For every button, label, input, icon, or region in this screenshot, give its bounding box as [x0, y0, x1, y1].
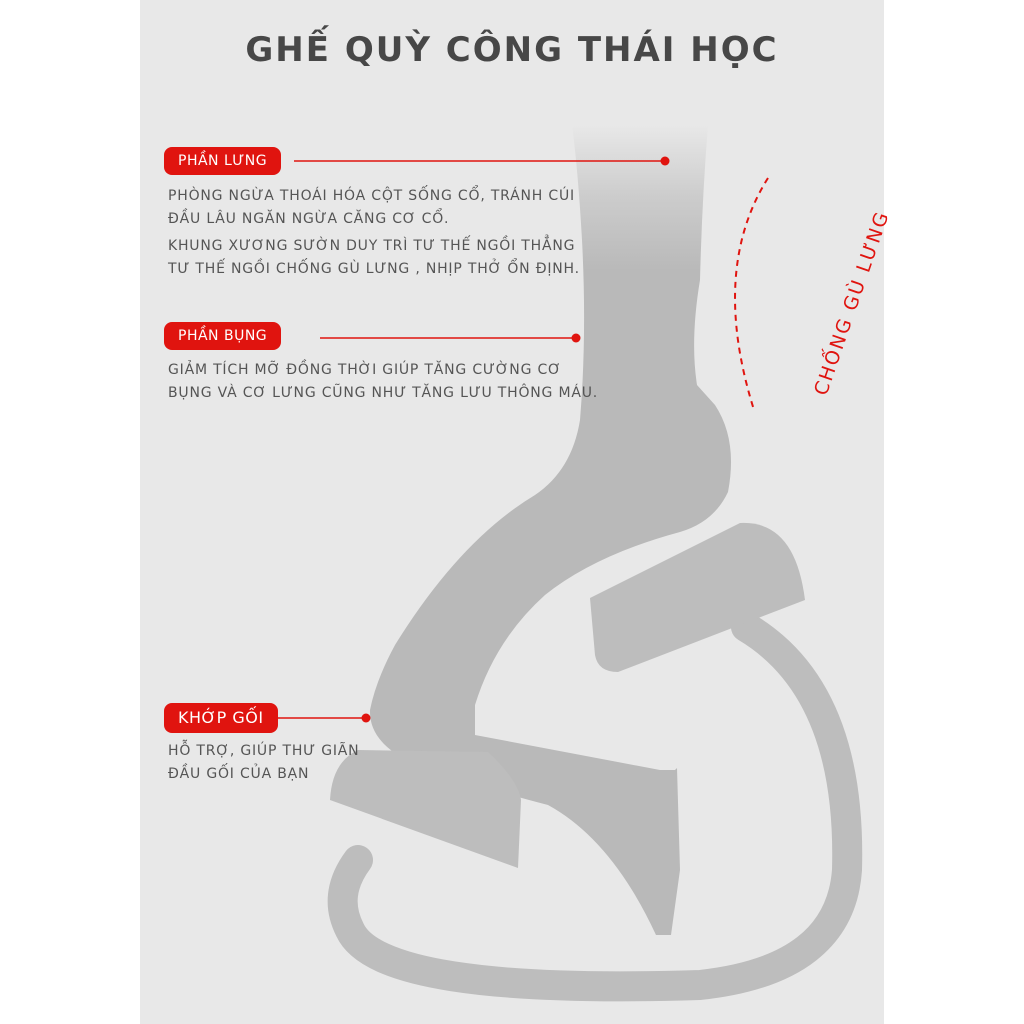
anti-hunchback-label: CHỐNG GÙ LƯNG [810, 207, 894, 399]
belly-section-description [168, 359, 598, 405]
back-description-line: ĐẦU LÂU NGĂN NGỪA CĂNG CƠ CỔ. [168, 211, 450, 227]
back-description-line: TƯ THẾ NGỒI CHỐNG GÙ LƯNG , NHỊP THỞ ỔN ĐỊNH. [168, 261, 580, 277]
posture-dashed-curve [735, 178, 768, 410]
back-connector-dot [661, 157, 670, 166]
infographic-panel [140, 0, 894, 1024]
belly-section-tag: PHẦN BỤNG [164, 322, 281, 350]
knee-section-description [168, 740, 359, 786]
back-description-line: KHUNG XƯƠNG SƯỜN DUY TRÌ TƯ THẾ NGỒI THẲNG [168, 238, 576, 254]
belly-description-line: GIẢM TÍCH MỠ ĐỒNG THỜI GIÚP TĂNG CƯỜNG CƠ [168, 362, 562, 378]
page-title: GHẾ QUỲ CÔNG THÁI HỌC [245, 30, 779, 70]
belly-description-line: BỤNG VÀ CƠ LƯNG CŨNG NHƯ TĂNG LƯU THÔNG MÁU. [168, 385, 599, 401]
back-section-tag: PHẦN LƯNG [164, 147, 281, 175]
knee-description-line: ĐẦU GỐI CỦA BẠN [168, 766, 310, 782]
knee-description-line: HỖ TRỢ, GIÚP THƯ GIÃN [168, 743, 360, 759]
back-section-description [168, 185, 580, 281]
back-description-line: PHÒNG NGỪA THOÁI HÓA CỘT SỐNG CỔ, TRÁNH CÚI [168, 188, 575, 204]
knee-connector-dot [362, 714, 371, 723]
belly-connector-dot [572, 334, 581, 343]
knee-section-tag: KHỚP GỐI [164, 703, 278, 733]
